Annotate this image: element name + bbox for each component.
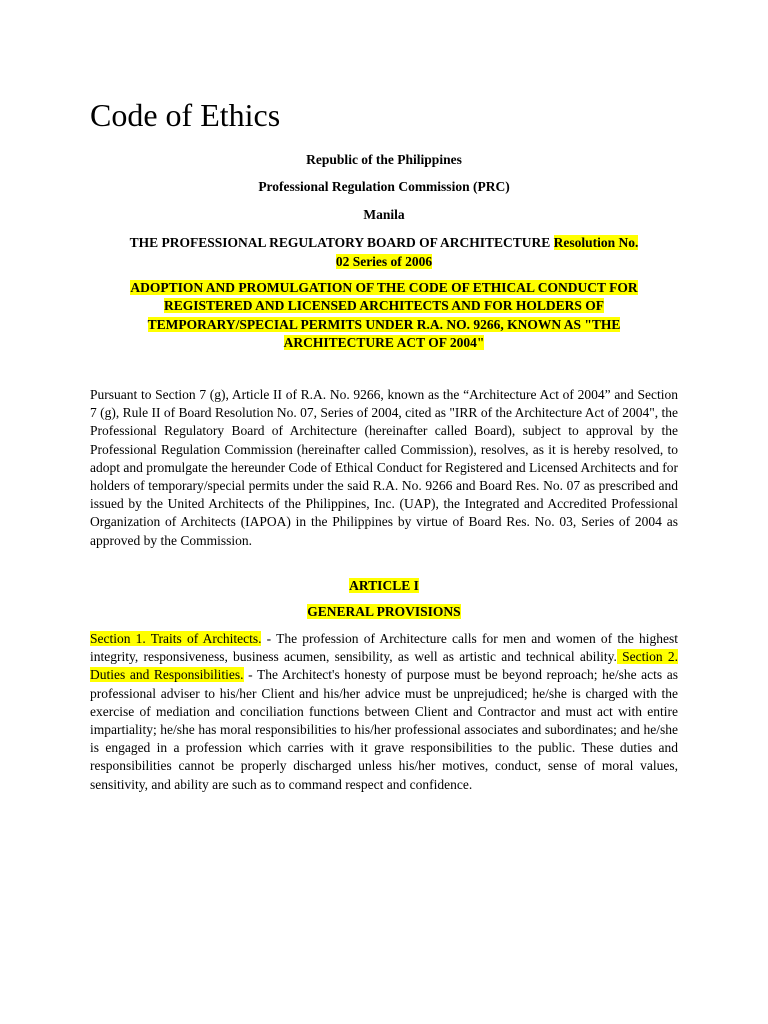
adoption-line-1: ADOPTION AND PROMULGATION OF THE CODE OF ETHICAL CONDUCT FOR: [130, 280, 638, 295]
article-subheading: [90, 602, 678, 621]
header-prc: Professional Regulation Commission (PRC): [258, 179, 510, 194]
article-heading: [90, 576, 678, 595]
adoption-line-4: ARCHITECTURE ACT OF 2004": [283, 334, 485, 350]
board-resolution-line: [90, 233, 678, 271]
section2-text: - The Architect's honesty of purpose must be beyond reproach; he/she acts as professional adviser to his/her Client and his/her advice must be unprejudiced; he/she is charged with the exercise of mediation and conciliation functions between Client and Contractor and must act with entire impartiality; he/she has moral responsibilities to his/her professional associates and subordinates; and he/she is engaged in a profession which carries with it grave responsibilities to the public. These duties and responsibilities cannot be properly discharged unless his/her motives, conduct, sense of moral values, sensitivity, and ability are such as to command respect and confidence.: [90, 667, 678, 792]
resolution-number-highlight: Resolution No.: [553, 235, 639, 250]
article-subheading-text: GENERAL PROVISIONS: [307, 604, 461, 619]
section1-heading: Section 1. Traits of Architects.: [90, 631, 262, 646]
adoption-line-2: REGISTERED AND LICENSED ARCHITECTS AND FOR HOLDERS OF: [164, 298, 604, 314]
adoption-line-3: TEMPORARY/SPECIAL PERMITS UNDER R.A. NO. 9266, KNOWN AS "THE: [147, 316, 621, 332]
resolution-series-highlight: 02 Series of 2006: [335, 254, 433, 269]
section1-text: - The profession of Architecture calls for men and women of the highest integrity, responsiveness, business acumen, sensibility, as well as artistic and technical ability.: [90, 631, 678, 665]
article-heading-text: ARTICLE I: [349, 578, 419, 593]
document-title: Code of Ethics: [90, 97, 281, 133]
preamble-paragraph: Pursuant to Section 7 (g), Article II of R.A. No. 9266, known as the “Architecture Act of 2004” and Section 7 (g), Rule II of Board Resolution No. 07, Series of 2004, cited as "IRR of the Architecture Act of 2004", the Professional Regulatory Board of Architecture (hereinafter called Board), subject to approval by the Professional Regulation Commission (hereinafter called Commission), resolves, as it is hereby resolved, to adopt and promulgate the hereunder Code of Ethical Conduct for Registered and Licensed Architects and for holders of temporary/special permits under the said R.A. No. 9266 and Board Res. No. 07 as prescribed and issued by the United Architects of the Philippines, Inc. (UAP), the Integrated and Accredited Professional Organization of Architects (IAPOA) in the Philippines by virtue of Board Res. No. 03, Series of 2004 as approved by the Commission.: [90, 387, 678, 548]
sections-paragraph: [90, 630, 678, 794]
board-name: THE PROFESSIONAL REGULATORY BOARD OF ARCHITECTURE: [129, 235, 554, 250]
header-republic: Republic of the Philippines: [306, 152, 462, 167]
section2-heading: Section 2. Duties and Responsibilities.: [90, 649, 678, 683]
header-manila: Manila: [363, 207, 405, 222]
adoption-title: [90, 279, 678, 352]
